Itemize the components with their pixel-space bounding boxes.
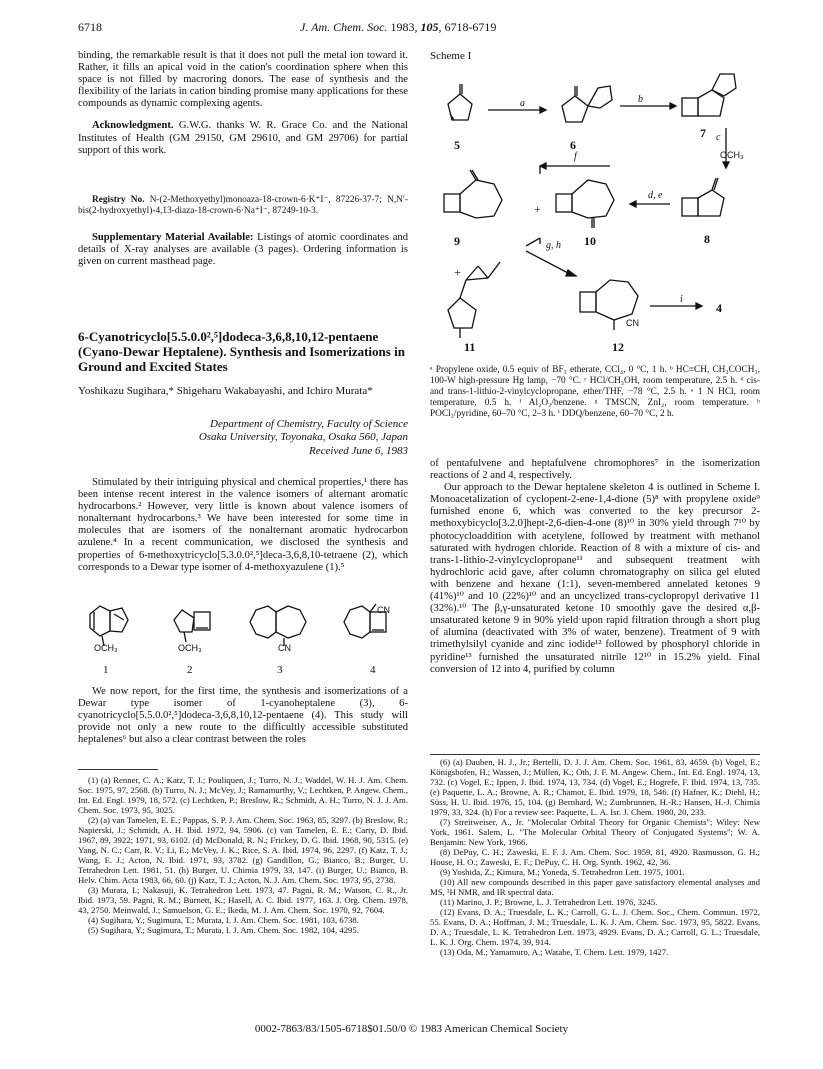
footnote-2: (2) (a) van Tamelen, E. E.; Pappas, S. P. J. Am. Chem. Soc. 1963, 85, 3297. (b) Breslow, R.; Napierski, J.; Schmidt, A. H. Ibid. 1972, 94, 5906. (c) van Tamelen, E. E.; Carty, D. Ibid. 1967, 89, 3922; 1971, 93, 6102. (d) McDonald, R. N.; Frickey, D. G. Ibid. 1968, 90, 5315. (e) Yang, N. C.; Carr, R. V.; Li, E.; McVey, J. K.; Rice, S. A. Ibid. 1974, 96, 2297. (f) Katz, T. J.; Wang, E. J.; Acton, N. Ibid. 1971, 93, 3782. (g) Gandillon, G.; Bianco, B.; Burger, U. Tetrahedron Lett. 1981, 51. (h) Burger, U. Chimia 1979, 33, 147. (i) Burger, U.; Bianco, B. Helv. Chim. Acta 1983, 66, 60. (j) Katz, T. J.; Acton, N. J. Am. Chem. Soc. 1973, 95, 2738.: [78, 815, 408, 885]
footnote-6: (6) (a) Dauben, H. J., Jr.; Bertelli, D. J. J. Am. Chem. Soc. 1961, 83, 4659. (b) Vogel, E.; Königshofen, H.; Wassen, J.; Müllen, K.; Oth, J. F. M. Angew. Chem., Int. Ed. Engl. 1974, 13, 732. (c) Vogel, E.; Ippen, J. Ibid. 1974, 13, 734. (d) Vogel, E.; Hogrefe, F. Ibid. 1974, 13, 735. (e) Paquette, L. A.; Browne, A. R.; Chamot, E. Ibid. 1979, 18, 546. (f) Hafner, K.; Diehl, H.; Süss, H. U. Ibid. 1976, 15, 104. (g) Bernhard, W.; Zumbrunnen, H.-R.; Hansen, H.-J. Chimia 1979, 33, 324. (h) For a review see: Paquette, L. A. Isr. J. Chem. 1980, 20, 233.: [430, 757, 760, 817]
och3-label-7: OCH₃: [720, 150, 744, 160]
supp-heading: Supplementary Material Available:: [92, 232, 254, 243]
authors: Yoshikazu Sugihara,* Shigeharu Wakabayashi, and Ichiro Murata*: [78, 385, 373, 397]
footnote-13: (13) Oda, M.; Yamamuro, A.; Watabe, T. Chem. Lett. 1979, 1427.: [440, 947, 669, 957]
intro-text: Stimulated by their intriguing physical and chemical properties,¹ there has been intense recent interest in the valence isomers of alternant aromatic hydrocarbons.² However, very little is known about valence isomers of nonalternant hydrocarbons.³ We have been interested for some time in molecules that are isomers of the nonalternant aromatic hydrocarbon azulene.⁴ In a recent communication, we disclosed the synthesis and properties of 6-methoxytricyclo[5.3.0.0²,⁵]deca-3,6,8,10-tetraene (2), which corresponds to a Dewar type isomer of 4-methoxyazulene (1).⁵: [78, 477, 408, 573]
footnote-5: (5) Sugihara, Y.; Sugimura, T.; Murata, I. J. Am. Chem. Soc. 1982, 104, 4295.: [88, 925, 359, 935]
footnote-1: (1) (a) Renner, C. A.; Katz, T. J.; Pouliquen, J.; Turro, N. J.; Waddel, W. H. J. Am. Chem. Soc. 1975, 97, 2568. (b) Turro, N. J.; McVey, J.; Ramamurthy, V.; Lechtken, P. Angew. Chem., Int. Ed. Engl. 1979, 18, 572. (c) Lechtken, P.; Breslow, R.; Schmidt, A. H.; Turro, N. J. J. Am. Chem. Soc. 1973, 95, 3025.: [78, 775, 408, 815]
journal-year: 1983: [390, 20, 415, 34]
right-column-text: [430, 458, 760, 676]
scheme-compound-9: 9: [454, 234, 460, 248]
affiliation-dept: Department of Chemistry, Faculty of Science: [210, 418, 408, 430]
cn-label-4: CN: [377, 605, 390, 615]
supplementary: [78, 232, 408, 268]
scheme-conditions-text: ᵃ Propylene oxide, 0.5 equiv of BF₃ etherate, CCl₄, 0 °C, 1 h. ᵇ HC≡CH, CH₃COCH₃, 100-W high-pressure Hg lamp, −70 °C. ᶜ HCl/CH₃OH, room temperature, 2.5 h. ᵈ cis- and trans-1-lithio-2-vinylcyclopropane, ether/THF, −78 °C, 2.5 h. ᵉ 1 N HCl, room temperature, 0.5 h. ᶠ Al₂O₃/benzene. ᵍ TMSCN, ZnI₂, room temperature. ʰ POCl₃/pyridine, 60–70 °C, 2–3 h. ⁱ DDQ/benzene, 60–70 °C, 2 h.: [430, 365, 760, 419]
footnote-9: (9) Yoshida, Z.; Kimura, M.; Yoneda, S. Tetrahedron Lett. 1975, 1001.: [440, 867, 685, 877]
supp-text: Listings of atomic coordinates and details of X-ray analyses are available (3 pages). Ordering information is given on current masthead page.: [78, 232, 408, 268]
structure-label-2: 2: [187, 664, 193, 676]
journal-pages: 6718-6719: [444, 20, 497, 34]
footnote-4: (4) Sugihara, Y.; Sugimura, T.; Murata, I. J. Am. Chem. Soc. 1981, 103, 6738.: [88, 915, 359, 925]
right-paragraph-2: Our approach to the Dewar heptalene skeleton 4 is outlined in Scheme I. Monoacetalization of cyclopent-2-ene-1,4-dione (5)⁸ with propylene oxide⁹ furnished enone 6, which was converted to the key precursor 2-methoxybicyclo[3.2.0]hept-2,6-dien-4-one (8)¹⁰ in 30% yield through 7¹⁰ by photocycloaddition with acetylene, followed by treatment with methanol saturated with hydrogen chloride. Reaction of 8 with a mixture of cis- and trans-1-lithio-2-vinylcyclopropane¹¹ and subsequent treatment with hydrochloric acid gave, after column chromatography on silica gel eluted with benzene and hexane (1:1), seven-membered annelated ketones 9 (41%)¹⁰ and 10 (22%)¹⁰ and an uncyclized trans-cyclopropyl derivative 11 (32%).¹⁰ The β,γ-unsaturated ketone 10 smoothly gave the desired α,β-unsaturated ketone 9 in 90% yield upon rapid filtration through a short plug of alumina (deactivated with 3% of water, benzene). Treatment of 9 with trimethylsilyl cyanide and zinc iodide¹² followed by phosphoryl chloride in pyridine¹³ furnished the unsaturated nitrile 12¹⁰ in 15.2% yield. Final conversion of 12 into 4, purified by column: [430, 482, 760, 675]
footnote-rule-right: [430, 754, 760, 755]
cn-label-12: CN: [626, 318, 639, 328]
arrow-label-a: a: [520, 98, 525, 109]
scheme-1-drawing: [430, 66, 760, 356]
footnote-8: (8) DePuy, C. H.; Zaweski, E. F. J. Am. Chem. Soc. 1959, 81, 4920. Rasmusson, G. H.; House, H. O.; Zaweski, E. F.; DePuy, C. H. Org. Synth. 1962, 42, 36.: [430, 847, 760, 867]
received-date: Received June 6, 1983: [309, 445, 408, 457]
structures-1-4: [80, 598, 410, 664]
arrow-label-f: f: [574, 151, 577, 162]
registry-text: N-(2-Methoxyethyl)monoaza-18-crown-6·K⁺I⁻, 87226-37-7; N,N′-bis(2-hydroxyethyl)-4,13-diaza-18-crown-6·Na⁺I⁻, 87249-10-3.: [78, 195, 408, 216]
arrow-label-c: c: [716, 132, 721, 143]
ack-text: G.W.G. thanks W. R. Grace Co. and the National Institutes of Health (GM 29150, GM 29610, and GM 29706) for partial support of this work.: [78, 120, 408, 156]
scheme-compound-4: 4: [716, 301, 722, 315]
left-column-top: [78, 50, 408, 157]
running-header: J. Am. Chem. Soc. 1983, 105, 6718-6719: [300, 20, 497, 34]
arrow-label-i: i: [680, 294, 683, 305]
scheme-compound-8: 8: [704, 232, 710, 246]
acknowledgment: [78, 120, 408, 156]
footnote-11: (11) Marino, J. P.; Browne, L. J. Tetrahedron Lett. 1976, 3245.: [440, 897, 658, 907]
cn-label-3: CN: [278, 643, 291, 653]
scheme-compound-5: 5: [454, 138, 460, 152]
right-paragraph-1: of pentafulvene and heptafulvene chromophores⁷ in the isomerization reactions of 2 and 4, respectively.: [430, 458, 760, 482]
footnote-7: (7) Streitweiser, A., Jr. "Molecular Orbital Theory for Organic Chemists"; Wiley: New York, 1961. Salem, L. "The Molecular Orbital Theory of Conjugated Systems"; W. A. Benjamin: New York, 1966.: [430, 817, 760, 847]
scheme-compound-12: 12: [612, 340, 624, 354]
structure-label-3: 3: [277, 664, 283, 676]
footnote-3: (3) Murata, I.; Nakasuji, K. Tetrahedron Lett. 1973, 47. Pagni, R. M.; Watson, C. R., Jr. Ibid. 1973, 59. Pagni, R. M.; Burnett, K.; Hasell, A. C. Ibid. 1977, 163. J. Org. Chem. 1978, 43, 2750. Meinwald, J.; Samuelson, G. E.; Ikeda, M. J. Am. Chem. Soc. 1970, 92, 7604.: [78, 885, 408, 915]
plus-sign-1: +: [534, 202, 541, 216]
structure-label-4: 4: [370, 664, 376, 676]
arrow-label-b: b: [638, 94, 643, 105]
report-paragraph: [78, 686, 408, 746]
footnote-10: (10) All new compounds described in this paper gave satisfactory elemental analyses and MS, ¹H NMR, and IR spectral data.: [430, 877, 760, 897]
affiliation-univ: Osaka University, Toyonaka, Osaka 560, Japan: [198, 431, 408, 443]
plus-sign-2: +: [454, 265, 461, 279]
registry-heading: Registry No.: [92, 195, 145, 205]
scheme-compound-7: 7: [700, 126, 706, 140]
och3-label-2: OCH₃: [178, 643, 202, 653]
footnote-12: (12) Evans, D. A.; Truesdale, L. K.; Carroll, G. L. J. Chem. Soc., Chem. Commun. 1972, 55. Evans, D. A.; Hoffman, J. M.; Truesdale, L. K. J. Am. Chem. Soc. 1973, 95, 5822. Evans, D. A.; Truesdale, L. K. Tetrahedron Lett. 1973, 4929. Evans, D. A.; Carroll, G. L.; Truesdale, L. K. J. Org. Chem. 1974, 39, 914.: [430, 907, 760, 947]
arrow-label-gh: g, h: [546, 240, 561, 251]
lariat-conclusion: binding, the remarkable result is that it does not pull the metal ion toward it. Rather, it fills an apical void in the cation's coordination sphere when this space is not filled by macroring donors. The ease of synthesis and the flexibility of the lariats in cation binding promise many applications for these compounds as dynamic complexing agents.: [78, 50, 408, 110]
scheme-conditions: [430, 365, 760, 420]
registry: [78, 195, 408, 217]
footnotes-right: [430, 757, 760, 957]
article-title: 6-Cyanotricyclo[5.5.0.0²,⁵]dodeca-3,6,8,10,12-pentaene (Cyano-Dewar Heptalene). Synthesis and Isomerizations in Ground and Excited States: [78, 329, 405, 374]
intro-paragraph: [78, 477, 408, 574]
page-number: 6718: [78, 20, 102, 34]
scheme-title: Scheme I: [430, 50, 472, 62]
ack-heading: Acknowledgment.: [92, 120, 174, 132]
footnotes-left: [78, 775, 408, 935]
page-footer: 0002-7863/83/1505-6718$01.50/0 © 1983 American Chemical Society: [254, 1023, 569, 1035]
report-text: We now report, for the first time, the synthesis and isomerizations of a Dewar type isomer of 1-cyanoheptalene (3), 6-cyanotricyclo[5.5.0.0²,⁵]dodeca-3,6,8,10,12-pentaene (4). This study will provide not only a new route to the difficultly accessible substituted heptalenes⁶ but also a clear contrast between the roles: [78, 686, 408, 746]
structure-label-1: 1: [103, 664, 109, 676]
scheme-compound-6: 6: [570, 138, 576, 152]
journal-name: J. Am. Chem. Soc.: [300, 20, 388, 34]
journal-volume: 105: [420, 20, 439, 34]
och3-label-1: OCH₃: [94, 643, 118, 653]
scheme-compound-11: 11: [464, 340, 476, 354]
scheme-compound-10: 10: [584, 234, 596, 248]
arrow-label-de: d, e: [648, 190, 663, 201]
footnote-rule-left: [78, 769, 158, 770]
